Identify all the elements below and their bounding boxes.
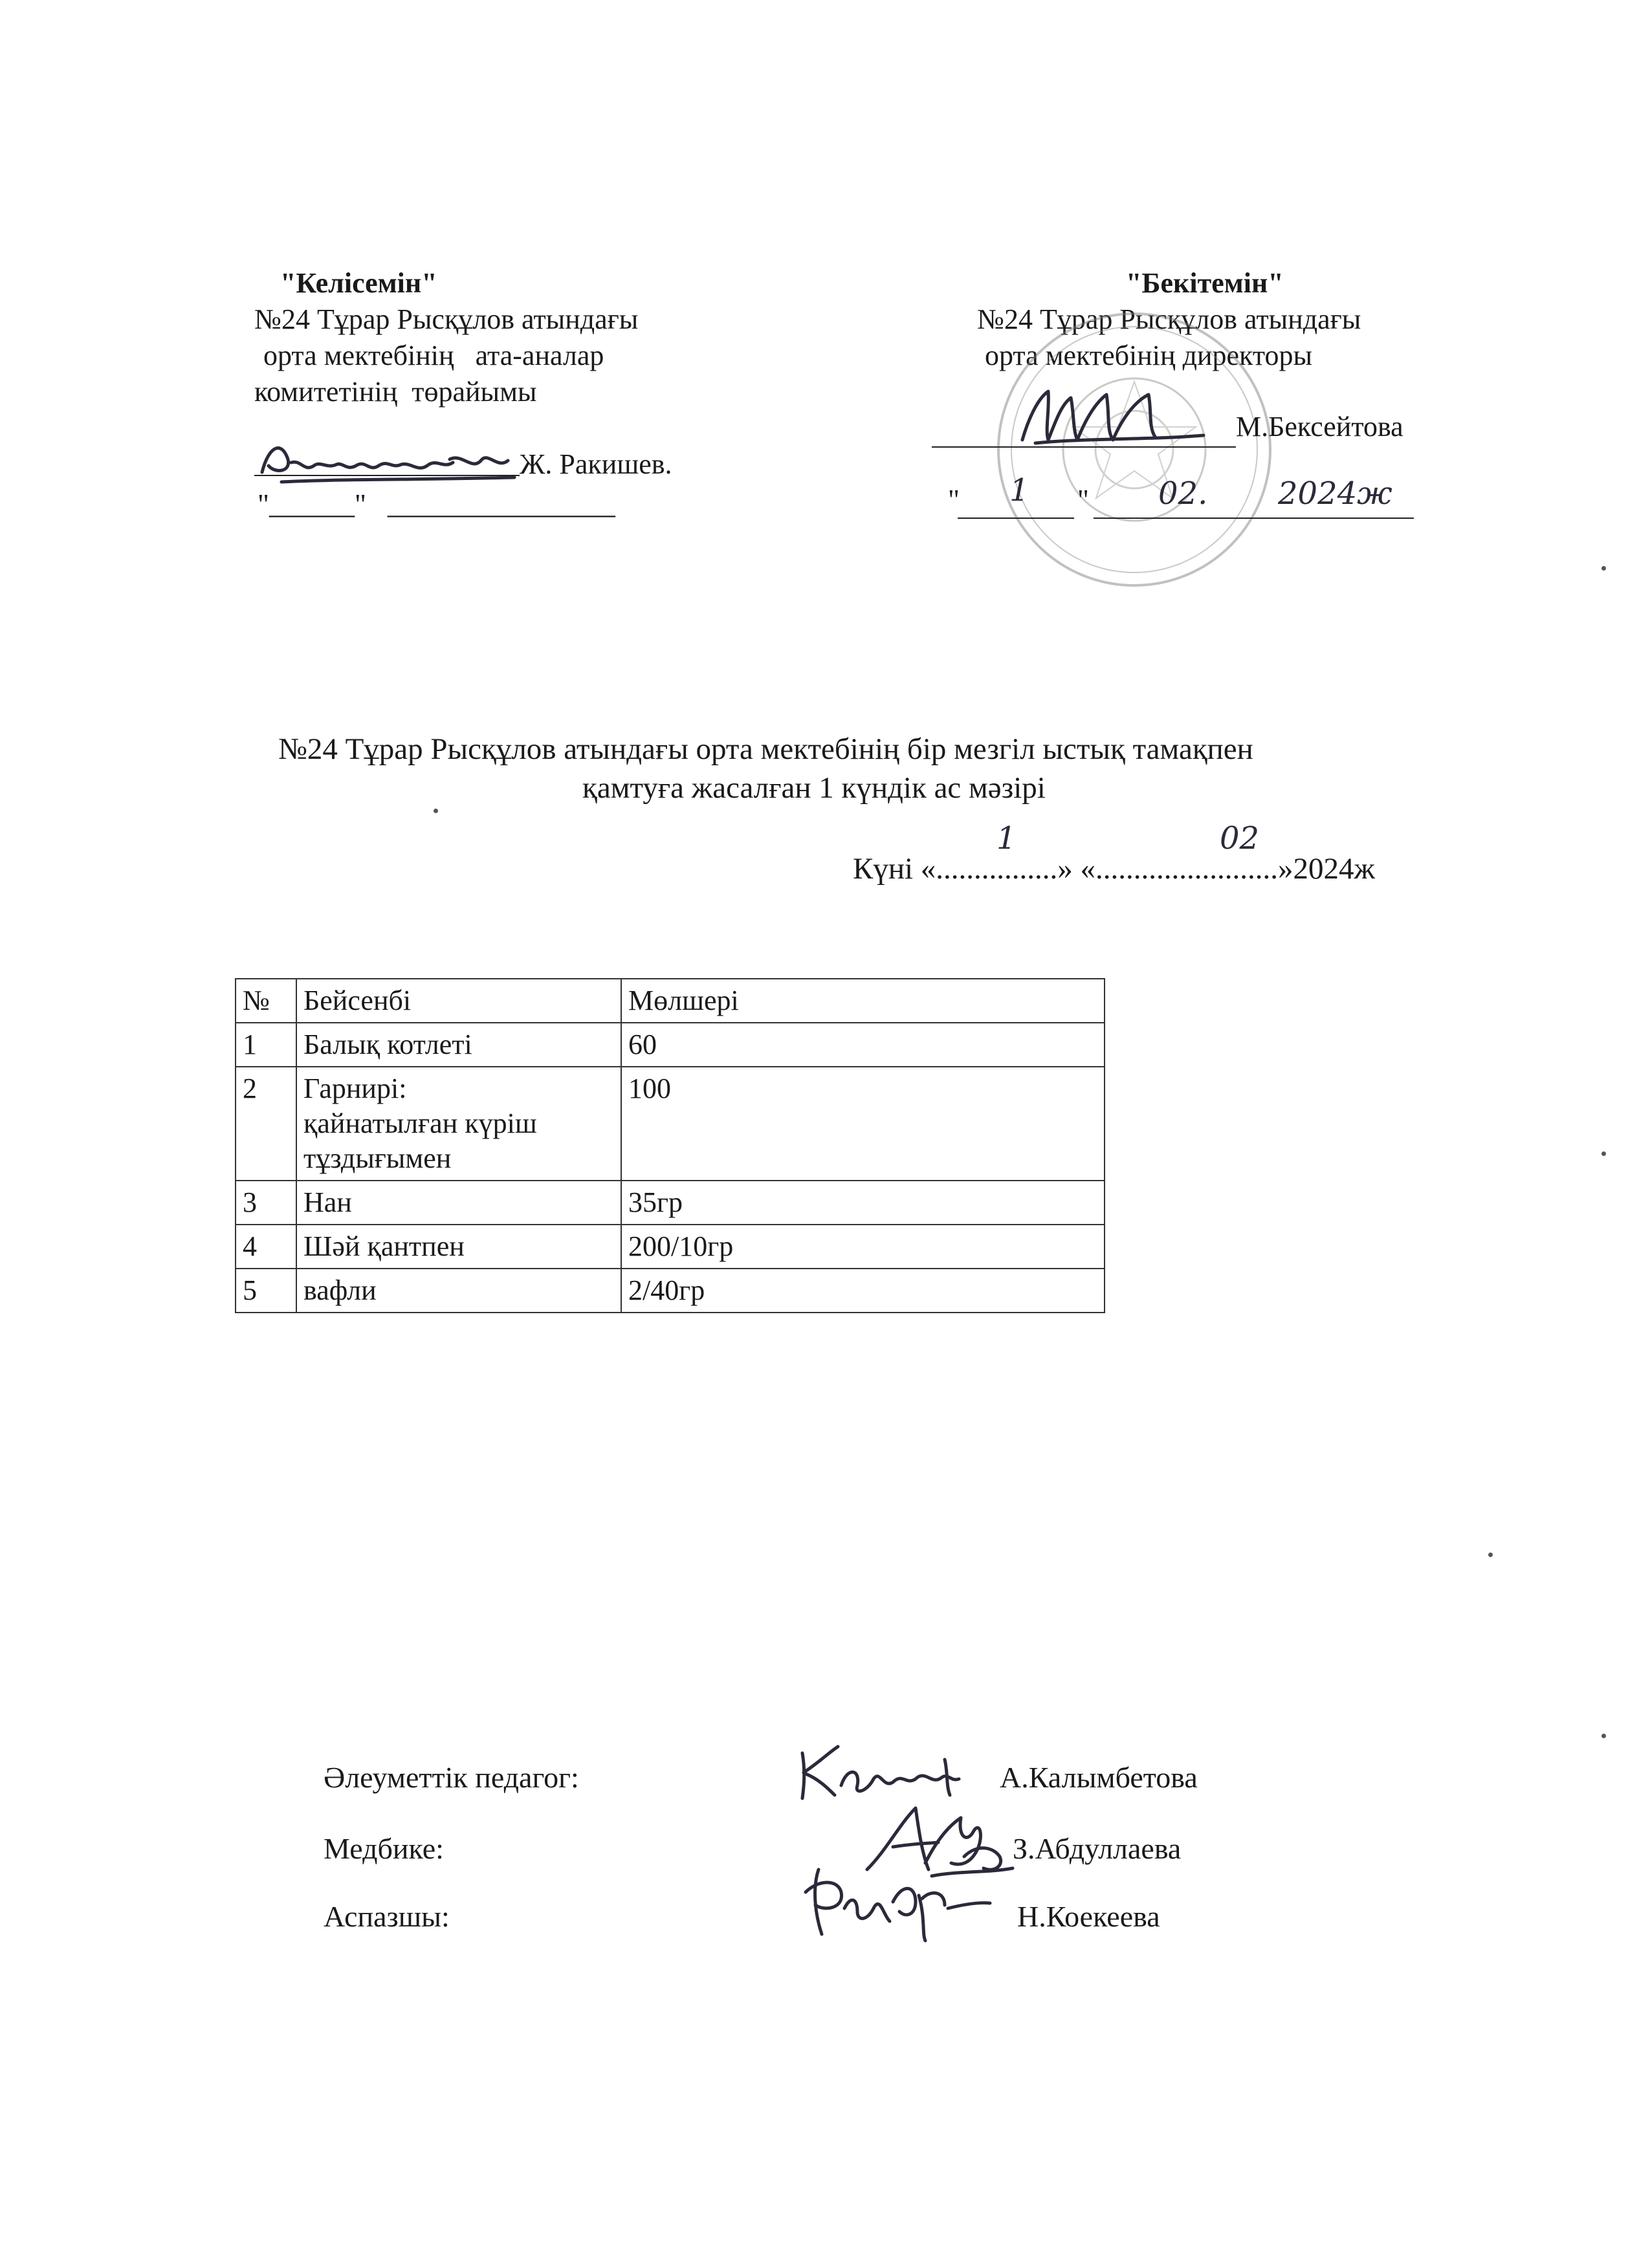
table-row: [236, 1181, 1105, 1225]
row-dish-line3: тұздығымен: [303, 1142, 452, 1174]
scan-speck: [434, 809, 438, 813]
right-date-year: 2024ж: [1278, 475, 1392, 512]
scan-speck: [1601, 1734, 1606, 1738]
menu-heading-line1: №24 Тұрар Рысқұлов атындағы орта мектебінің бір мезгіл ыстық тамақпен: [278, 732, 1253, 766]
row-number: 2: [236, 1067, 296, 1181]
row-dish: вафли: [296, 1269, 621, 1313]
right-approval-line2: орта мектебінің директоры: [985, 340, 1313, 371]
signature-social-pedagogue: [789, 1734, 984, 1805]
left-date-line: "______" ________________: [258, 488, 615, 520]
left-signature: [256, 433, 527, 492]
right-signer-name: М.Бексейтова: [1236, 411, 1403, 442]
table-row: [236, 1023, 1105, 1067]
row-amount: 60: [621, 1023, 1105, 1067]
menu-heading-line2: қамтуға жасалған 1 күндік ас мәзірі: [582, 771, 1046, 805]
header-amount: Мөлшері: [621, 979, 1105, 1023]
header-day: Бейсенбі: [296, 979, 621, 1023]
right-date-day: 1: [1009, 472, 1029, 508]
right-approval-line1: №24 Тұрар Рысқұлов атындағы: [977, 303, 1361, 335]
menu-date-month: 02: [1220, 820, 1260, 856]
left-approval-line1: №24 Тұрар Рысқұлов атындағы: [254, 303, 639, 335]
table-row: [236, 1269, 1105, 1313]
right-approval-title: "Бекітемін": [1126, 267, 1284, 299]
left-signer-name: Ж. Ракишев.: [520, 448, 672, 480]
signatory-name-social-pedagogue: А.Калымбетова: [1000, 1761, 1198, 1794]
signatory-name-nurse: З.Абдуллаева: [1013, 1832, 1182, 1865]
right-date-day-line: [958, 518, 1074, 519]
signatory-name-cook: Н.Коекеева: [1017, 1900, 1160, 1933]
row-number: 5: [236, 1269, 296, 1313]
right-date-rest-line: [1094, 518, 1414, 519]
row-dish: Нан: [296, 1181, 621, 1225]
row-amount: 200/10гр: [621, 1225, 1105, 1269]
scan-speck: [1601, 566, 1606, 571]
row-dish-line2: қайнатылған күріш: [303, 1107, 537, 1139]
row-dish: [296, 1067, 621, 1181]
row-dish: Балық котлеті: [296, 1023, 621, 1067]
menu-table: [235, 978, 1105, 1313]
right-date-quote-close: ": [1077, 484, 1089, 516]
left-approval-line3: комитетінің төрайымы: [254, 376, 537, 408]
signatory-role-social-pedagogue: Әлеуметтік педагог:: [324, 1761, 579, 1794]
table-header-row: [236, 979, 1105, 1023]
right-date-quote-open: ": [948, 484, 960, 516]
row-number: 4: [236, 1225, 296, 1269]
row-dish: Шәй қантпен: [296, 1225, 621, 1269]
row-amount: 100: [621, 1067, 1105, 1181]
signatory-role-cook: Аспазшы:: [324, 1900, 450, 1933]
left-approval-title: "Келісемін": [280, 267, 437, 299]
signatory-role-nurse: Медбике:: [324, 1832, 444, 1865]
scan-speck: [1488, 1553, 1493, 1557]
scan-speck: [1601, 1151, 1606, 1156]
row-amount: 35гр: [621, 1181, 1105, 1225]
table-row: [236, 1225, 1105, 1269]
left-approval-block: [254, 265, 638, 410]
row-number: 3: [236, 1181, 296, 1225]
header-number: №: [236, 979, 296, 1023]
menu-date-line: Күні «................» «........................»2024ж: [853, 852, 1376, 886]
row-number: 1: [236, 1023, 296, 1067]
row-dish-line1: Гарнирі:: [303, 1073, 407, 1104]
row-amount: 2/40гр: [621, 1269, 1105, 1313]
signature-cook: [793, 1857, 1000, 1947]
right-date-month: 02.: [1158, 475, 1208, 512]
menu-date-day: 1: [996, 820, 1017, 856]
right-signature: [1009, 378, 1216, 456]
left-approval-line2: орта мектебінің ата-аналар: [263, 340, 604, 371]
table-row: [236, 1067, 1105, 1181]
